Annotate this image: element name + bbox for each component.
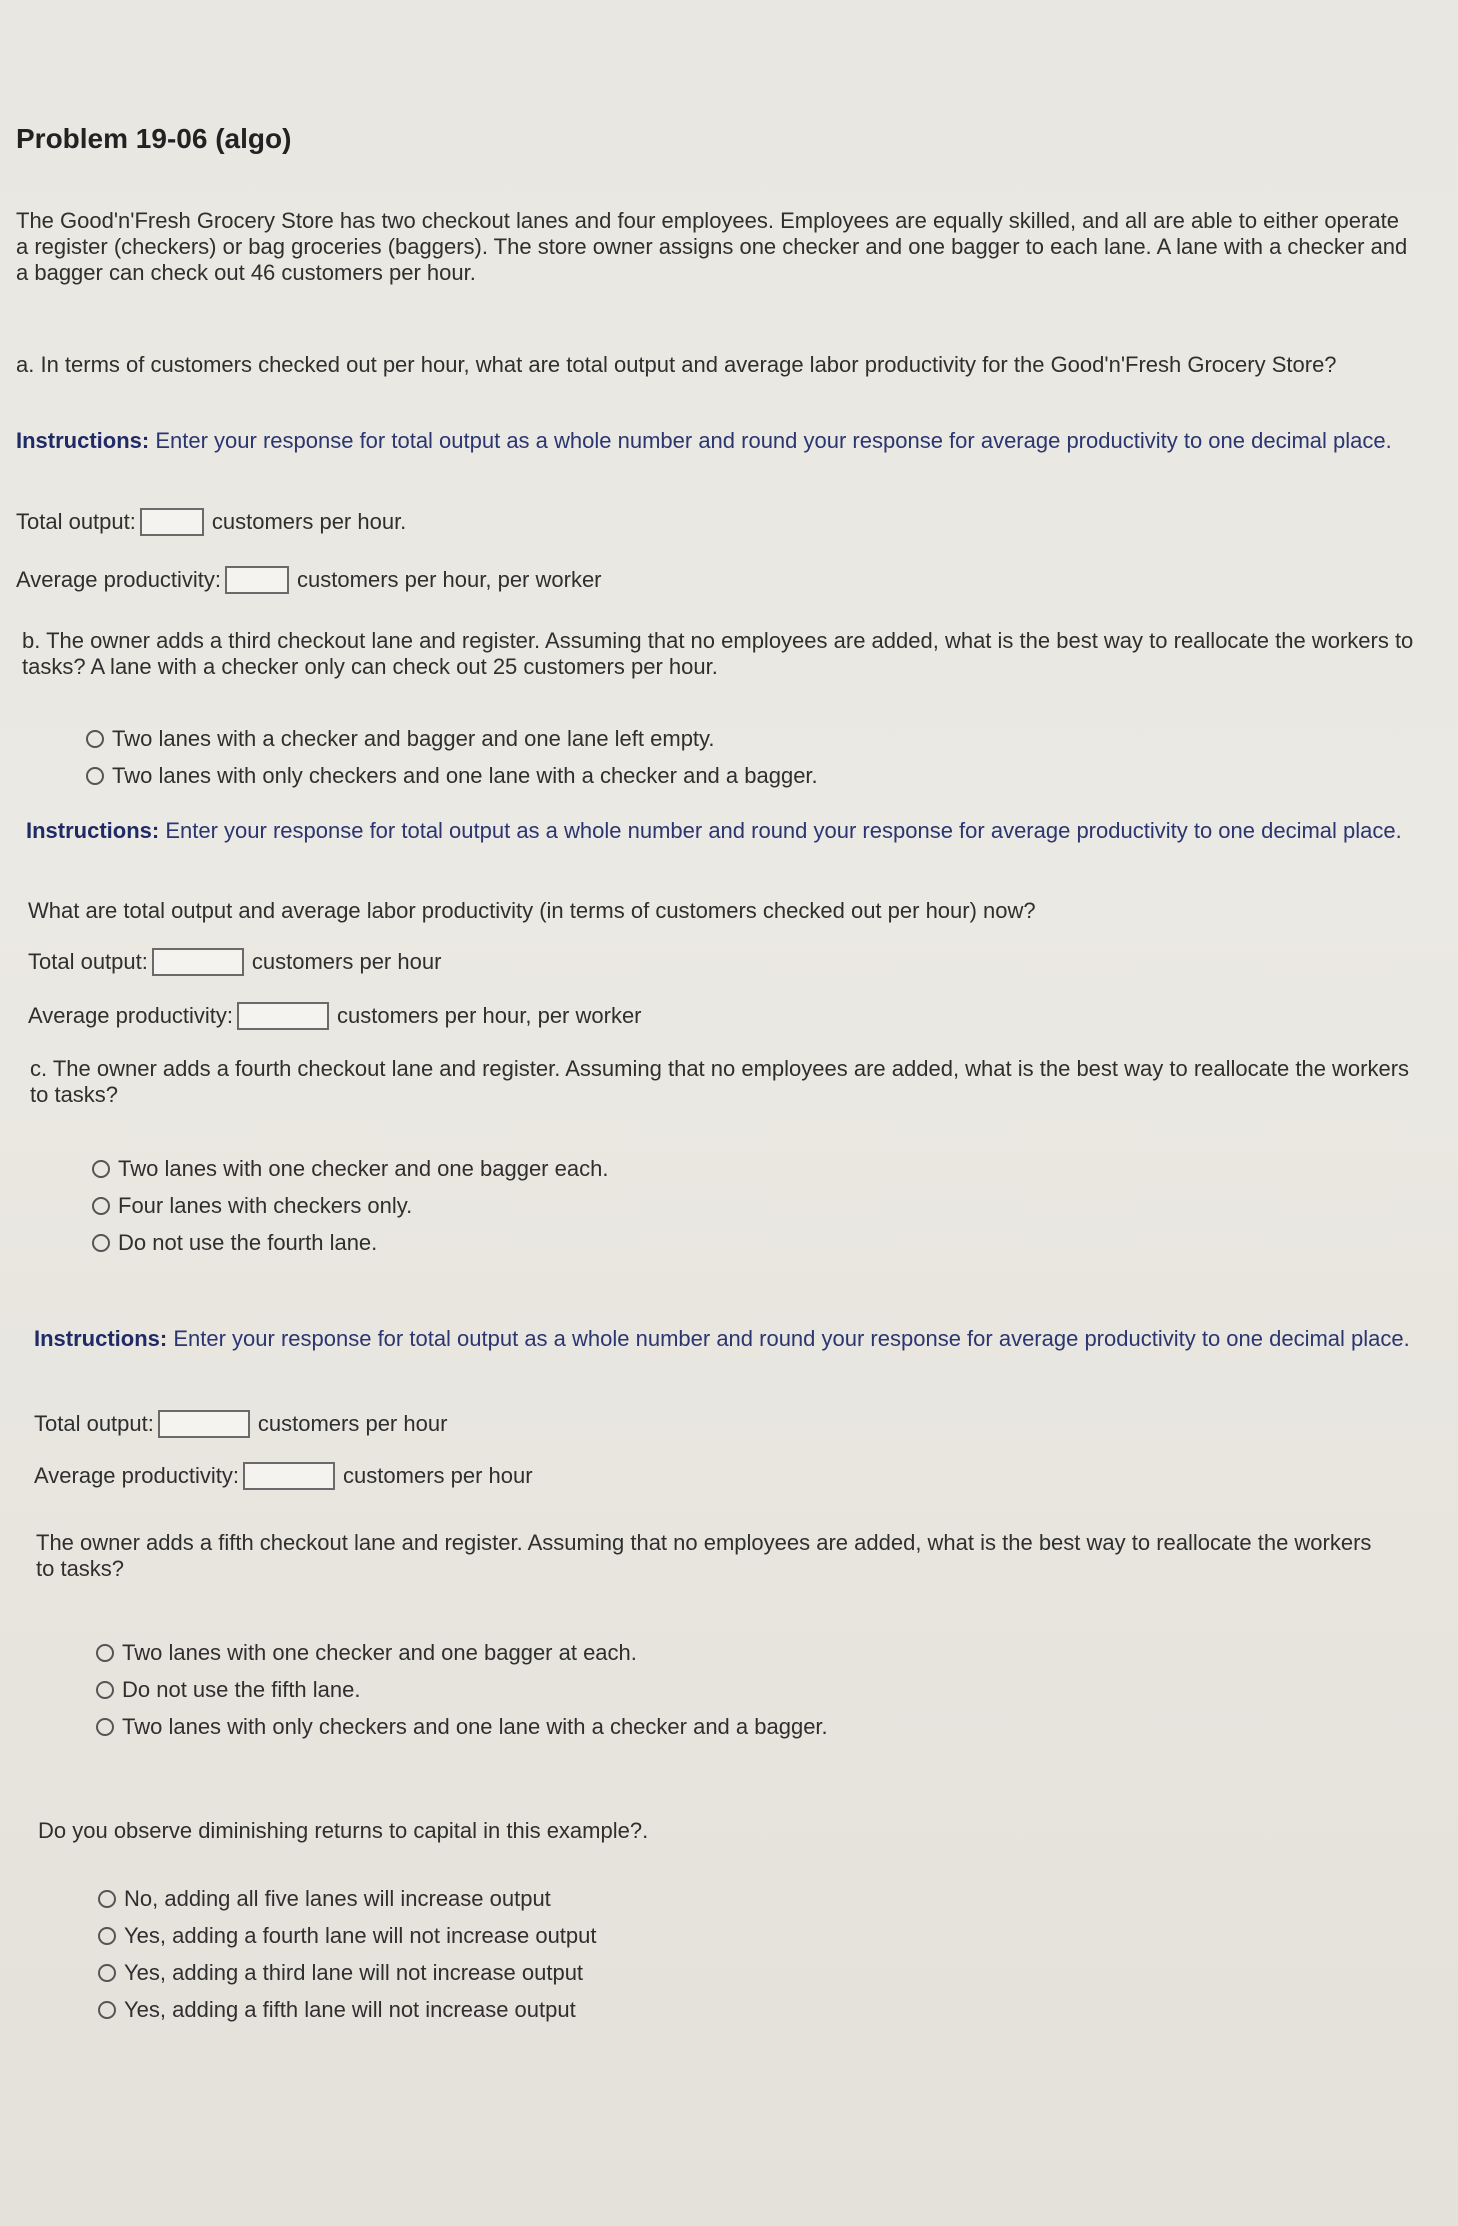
radio-icon[interactable] — [92, 1160, 110, 1178]
avg-productivity-unit: customers per hour, per worker — [337, 1003, 642, 1028]
total-output-label: Total output: — [28, 949, 148, 974]
part-c-instructions — [34, 1326, 1434, 1352]
part-c-avg-row — [34, 1462, 1434, 1490]
part-a-total-row — [16, 508, 1416, 536]
part-b-question: b. The owner adds a third checkout lane and register. Assuming that no employees are added, what is the best way to reallocate the workers to tasks? A lane with a checker only can check out 25 customers per hour. — [22, 628, 1414, 679]
part-b-instructions — [26, 818, 1426, 844]
part-b-total-row — [28, 948, 1428, 976]
part-e-question: Do you observe diminishing returns to capital in this example?. — [38, 1818, 649, 1843]
part-b-option[interactable]: Two lanes with only checkers and one lane with a checker and a bagger. — [86, 763, 1286, 789]
part-b-options — [86, 726, 1286, 800]
part-e-option[interactable]: No, adding all five lanes will increase output — [98, 1886, 1298, 1912]
part-c-option[interactable]: Four lanes with checkers only. — [92, 1193, 1292, 1219]
instructions-label: Instructions: — [16, 428, 150, 453]
radio-icon[interactable] — [96, 1644, 114, 1662]
part-e-option[interactable]: Yes, adding a fourth lane will not increase output — [98, 1923, 1298, 1949]
part-a-question: a. In terms of customers checked out per hour, what are total output and average labor productivity for the Good'n'Fresh Grocery Store? — [16, 352, 1337, 377]
part-d-option[interactable]: Two lanes with only checkers and one lane with a checker and a bagger. — [96, 1714, 1296, 1740]
part-e-options — [98, 1886, 1298, 2034]
instructions-label: Instructions: — [34, 1326, 168, 1351]
part-d-option[interactable]: Two lanes with one checker and one bagger at each. — [96, 1640, 1296, 1666]
part-b-total-output-input[interactable] — [152, 948, 244, 976]
problem-intro: The Good'n'Fresh Grocery Store has two checkout lanes and four employees. Employees are equally skilled, and all are able to either operate a register (checkers) or bag groceries (baggers). The store owner assigns one checker and one bagger to each lane. A lane with a checker and a bagger can check out 46 customers per hour. — [16, 208, 1408, 285]
part-a-avg-productivity-input[interactable] — [225, 566, 289, 594]
part-d-option[interactable]: Do not use the fifth lane. — [96, 1677, 1296, 1703]
part-d-question: The owner adds a fifth checkout lane and register. Assuming that no employees are added, what is the best way to reallocate the workers to tasks? — [36, 1530, 1372, 1581]
instructions-label: Instructions: — [26, 818, 160, 843]
avg-productivity-unit: customers per hour — [343, 1463, 533, 1488]
part-b-avg-row — [28, 1002, 1428, 1030]
radio-icon[interactable] — [98, 1927, 116, 1945]
radio-icon[interactable] — [96, 1718, 114, 1736]
radio-icon[interactable] — [96, 1681, 114, 1699]
part-c-options — [92, 1156, 1292, 1267]
radio-icon[interactable] — [92, 1197, 110, 1215]
part-e-option[interactable]: Yes, adding a fifth lane will not increase output — [98, 1997, 1298, 2023]
total-output-label: Total output: — [16, 509, 136, 534]
part-c-total-output-input[interactable] — [158, 1410, 250, 1438]
part-a-total-output-input[interactable] — [140, 508, 204, 536]
part-a-instructions — [16, 428, 1416, 454]
part-c-avg-productivity-input[interactable] — [243, 1462, 335, 1490]
radio-icon[interactable] — [92, 1234, 110, 1252]
avg-productivity-label: Average productivity: — [34, 1463, 240, 1488]
part-c-option[interactable]: Two lanes with one checker and one bagger each. — [92, 1156, 1292, 1182]
part-c-total-row — [34, 1410, 1434, 1438]
radio-icon[interactable] — [98, 1890, 116, 1908]
part-b-option[interactable]: Two lanes with a checker and bagger and one lane left empty. — [86, 726, 1286, 752]
avg-productivity-label: Average productivity: — [28, 1003, 234, 1028]
total-output-label: Total output: — [34, 1411, 154, 1436]
avg-productivity-label: Average productivity: — [16, 567, 222, 592]
part-d-options — [96, 1640, 1296, 1751]
instructions-text: Enter your response for total output as a whole number and round your response for average productivity to one decimal place. — [149, 428, 1392, 453]
radio-icon[interactable] — [86, 767, 104, 785]
radio-icon[interactable] — [98, 2001, 116, 2019]
total-output-unit: customers per hour — [251, 949, 442, 974]
instructions-text: Enter your response for total output as a whole number and round your response for average productivity to one decimal place. — [159, 818, 1402, 843]
total-output-unit: customers per hour — [257, 1411, 448, 1436]
part-b-avg-productivity-input[interactable] — [237, 1002, 329, 1030]
part-a-avg-row — [16, 566, 1416, 594]
radio-icon[interactable] — [98, 1964, 116, 1982]
radio-icon[interactable] — [86, 730, 104, 748]
instructions-text: Enter your response for total output as a whole number and round your response for average productivity to one decimal place. — [167, 1326, 1410, 1351]
part-b-followup: What are total output and average labor productivity (in terms of customers checked out per hour) now? — [28, 898, 1036, 923]
problem-title: Problem 19-06 (algo) — [16, 123, 292, 154]
part-c-option[interactable]: Do not use the fourth lane. — [92, 1230, 1292, 1256]
part-c-question: c. The owner adds a fourth checkout lane and register. Assuming that no employees are added, what is the best way to reallocate the workers to tasks? — [30, 1056, 1410, 1107]
part-e-option[interactable]: Yes, adding a third lane will not increase output — [98, 1960, 1298, 1986]
avg-productivity-unit: customers per hour, per worker — [297, 567, 602, 592]
total-output-unit: customers per hour. — [211, 509, 407, 534]
